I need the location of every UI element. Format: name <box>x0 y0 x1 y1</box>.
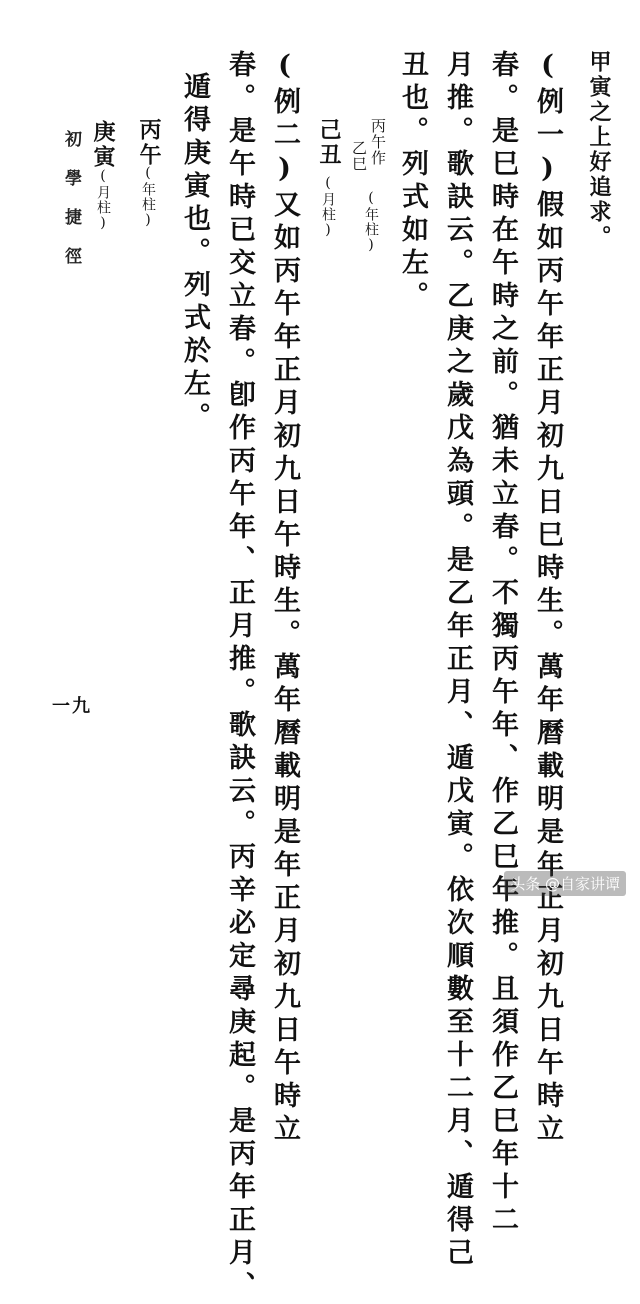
page-header: 甲寅之上好追求。 <box>586 50 612 250</box>
page-number: 一九 <box>52 696 92 717</box>
text-column-3: 月推。歌訣云。乙庚之歲戊為頭。是乙年正月、遁戊寅。依次順數至十二月、遁得己 <box>442 50 473 1271</box>
text-column-7: 遁得庚寅也。列式於左。 <box>179 72 210 435</box>
year-pillar-tag-2: (年柱) <box>140 165 156 229</box>
text-column-6: 春。是午時已交立春。卽作丙午年、正月推。歌訣云。丙辛必定尋庚起。是丙年正月、 <box>224 50 255 1304</box>
text-column-1: (例一)假如丙午年正月初九日巳時生。萬年曆載明是年正月初九日午時立 <box>532 50 563 1147</box>
month-pillar-value: 己丑 <box>316 118 342 168</box>
text-column-4: 丑也。列式如左。 <box>397 50 428 314</box>
text-column-2: 春。是巳時在午時之前。猶未立春。不獨丙午年、作乙巳年推。且須作乙巳年十二 <box>487 50 518 1238</box>
year-pillar-value-2: 丙午 <box>136 118 162 168</box>
year-pillar-tag: (年柱) <box>363 190 379 254</box>
year-pillar-alt: 乙巳 <box>350 140 368 172</box>
book-spine-title: 初學捷徑 <box>61 130 81 286</box>
text-column-5: (例二)又如丙午年正月初九日午時生。萬年曆載明是年正月初九日午時立 <box>269 50 300 1147</box>
month-pillar-tag-2: (月柱) <box>95 168 111 232</box>
year-pillar-main: 丙午作 <box>369 118 387 166</box>
month-pillar-tag: (月柱) <box>320 175 336 239</box>
watermark: 头条 @自家讲谭 <box>504 871 626 896</box>
month-pillar-value-2: 庚寅 <box>90 120 116 170</box>
